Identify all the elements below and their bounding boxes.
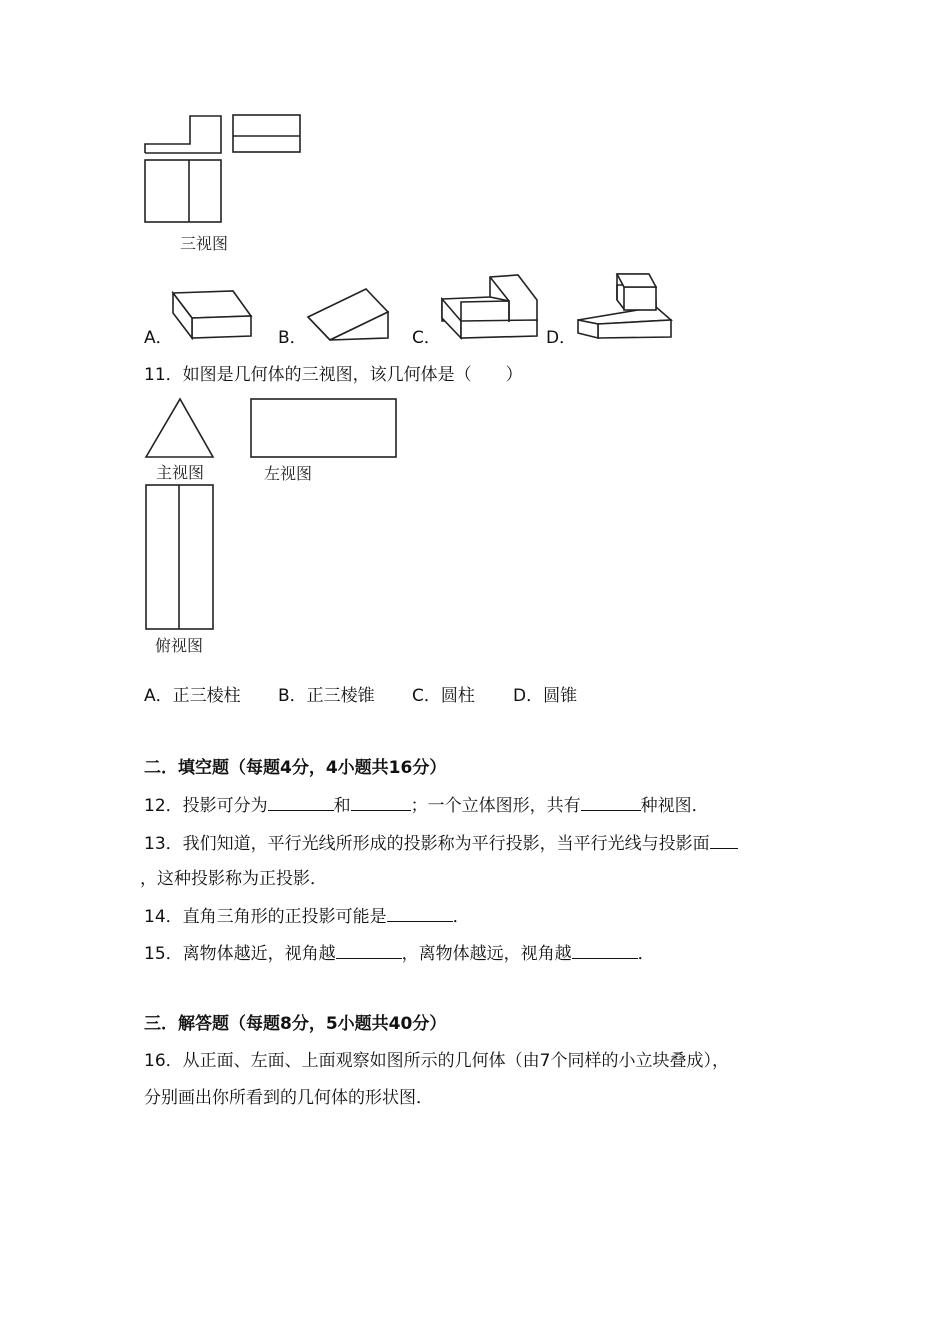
q15-part1: 15．离物体越近，视角越	[144, 944, 336, 964]
section2-title: 二．填空题（每题4分，4小题共16分）	[144, 758, 447, 778]
q12-blank-3[interactable]	[581, 792, 641, 811]
section3-title: 三．解答题（每题8分，5小题共40分）	[144, 1014, 447, 1034]
q11-choice-b[interactable]	[278, 684, 375, 708]
q10-option-c[interactable]: C．	[412, 328, 441, 348]
q10-option-d[interactable]: D．	[546, 328, 577, 348]
q16-line2: 分别画出你所看到的几何体的形状图．	[144, 1088, 433, 1108]
q11-choice-a[interactable]	[144, 684, 241, 708]
q13-text1: 13．我们知道，平行光线所形成的投影称为平行投影，当平行光线与投影面	[144, 834, 710, 854]
q11-choice-d-label: D．	[513, 686, 544, 706]
q12-part2: 和	[333, 796, 351, 816]
q13-line2: ，这种投影称为正投影．	[140, 869, 327, 889]
q10-option-a[interactable]: A．	[144, 328, 173, 348]
q13-blank[interactable]	[710, 830, 738, 849]
q14-blank[interactable]	[387, 903, 453, 922]
q12-part1: 12．投影可分为	[144, 796, 268, 816]
q10-option-b[interactable]: B．	[278, 328, 307, 348]
q12	[144, 792, 709, 818]
q11-choice-a-label: A．	[144, 686, 173, 706]
q10-caption: 三视图	[180, 234, 229, 253]
q15-blank-2[interactable]	[572, 940, 638, 959]
q15-part3: ．	[637, 944, 655, 964]
q11-choice-d-text: 圆锥	[543, 686, 578, 706]
q11-front-caption: 主视图	[156, 463, 205, 482]
q12-blank-2[interactable]	[351, 792, 411, 811]
q15-blank-1[interactable]	[336, 940, 402, 959]
q12-blank-1[interactable]	[268, 792, 334, 811]
q11-choice-c[interactable]	[412, 684, 475, 708]
q11-choice-d[interactable]	[513, 684, 577, 708]
q11-left-view	[251, 399, 396, 457]
q11-choice-c-label: C．	[412, 686, 441, 706]
q14-part2: ．	[452, 907, 470, 927]
q12-part4: 种视图．	[640, 796, 709, 816]
q16-line1: 16．从正面、左面、上面观察如图所示的几何体（由7个同样的小立块叠成），	[144, 1051, 729, 1071]
q11-left-caption: 左视图	[264, 464, 313, 483]
q11-choice-c-text: 圆柱	[440, 686, 475, 706]
q15-part2: ，离物体越远，视角越	[401, 944, 572, 964]
q11-choice-b-text: 正三棱锥	[306, 686, 375, 706]
q11-stem: 11．如图是几何体的三视图，该几何体是（ ）	[144, 365, 523, 385]
q12-part3: ；一个立体图形，共有	[410, 796, 581, 816]
q14-part1: 14．直角三角形的正投影可能是	[144, 907, 387, 927]
q11-choice-a-text: 正三棱柱	[172, 686, 241, 706]
q14	[144, 903, 470, 929]
q11-top-caption: 俯视图	[155, 636, 204, 655]
q11-choice-b-label: B．	[278, 686, 307, 706]
q15	[144, 940, 655, 966]
q13-line1	[144, 830, 738, 856]
